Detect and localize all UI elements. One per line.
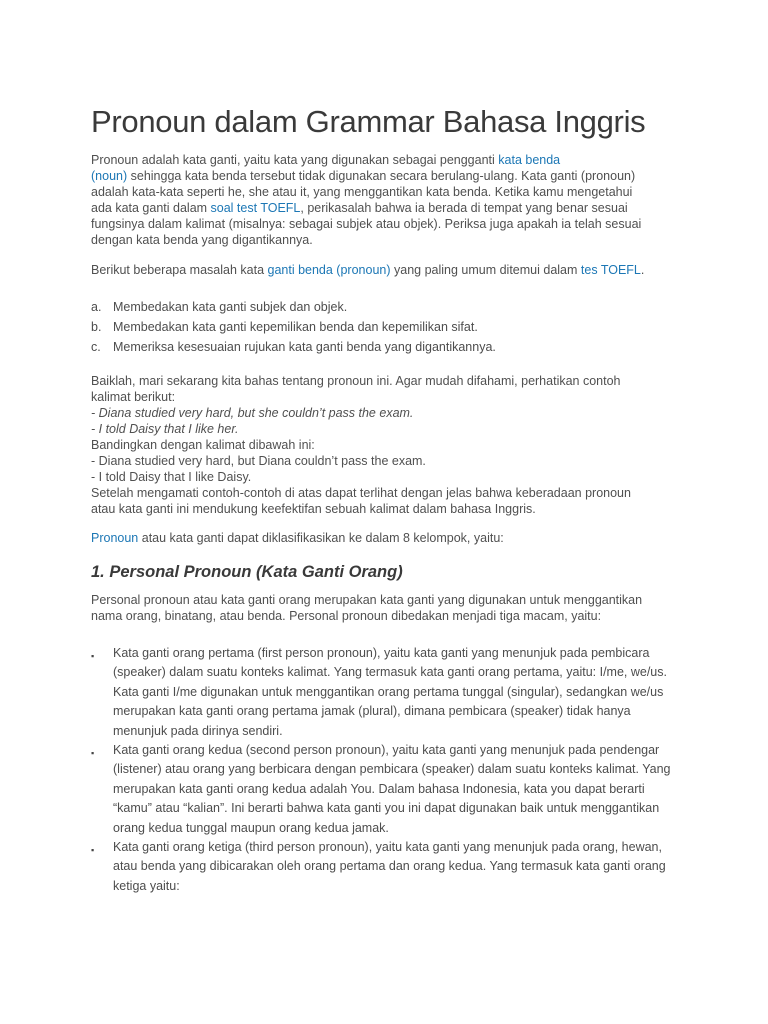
link-soal-test-toefl[interactable]: soal test TOEFL bbox=[210, 201, 301, 215]
list-item-text: Memeriksa kesesuaian rujukan kata ganti benda yang digantikannya. bbox=[113, 340, 496, 354]
masalah-text: . bbox=[640, 263, 645, 277]
list-item bbox=[91, 644, 679, 741]
examples-text: atau kata ganti ini mendukung keefektifan sebuah kalimat dalam bahasa Inggris. bbox=[91, 502, 536, 516]
masalah-text: yang paling umum ditemui dalam bbox=[390, 263, 581, 277]
examples-text: Baiklah, mari sekarang kita bahas tentang pronoun ini. Agar mudah difahami, perhatikan contoh bbox=[91, 374, 621, 388]
list-marker: a. bbox=[91, 300, 102, 314]
classify-paragraph bbox=[91, 530, 504, 546]
examples-paragraph bbox=[91, 373, 631, 517]
bullet-marker: ▪ bbox=[91, 651, 95, 661]
link-kata-benda[interactable]: kata benda bbox=[498, 153, 561, 167]
bullet-marker: ▪ bbox=[91, 748, 95, 759]
intro-paragraph bbox=[91, 152, 641, 248]
intro-text: ada kata ganti dalam bbox=[91, 201, 211, 215]
list-item bbox=[91, 299, 496, 319]
link-pronoun[interactable]: Pronoun bbox=[91, 531, 139, 545]
examples-text: Setelah mengamati contoh-contoh di atas dapat terlihat dengan jelas bahwa keberadaan pronoun bbox=[91, 486, 631, 500]
examples-text: Bandingkan dengan kalimat dibawah ini: bbox=[91, 438, 315, 452]
link-tes-toefl[interactable]: tes TOEFL bbox=[580, 263, 641, 277]
example-sentence: - I told Daisy that I like Daisy. bbox=[91, 470, 252, 484]
example-sentence: - I told Daisy that I like her. bbox=[91, 422, 239, 436]
problem-list bbox=[91, 299, 496, 359]
example-sentence: - Diana studied very hard, but she couldn’t pass the exam. bbox=[91, 406, 414, 420]
section-heading: 1. Personal Pronoun (Kata Ganti Orang) bbox=[91, 563, 403, 581]
link-ganti-benda[interactable]: ganti benda (pronoun) bbox=[267, 263, 391, 277]
link-noun[interactable]: (noun) bbox=[91, 169, 128, 183]
masalah-text: Berikut beberapa masalah kata bbox=[91, 263, 268, 277]
intro-text: adalah kata-kata seperti he, she atau it, yang menggantikan kata benda. Ketika kamu mengetahui bbox=[91, 185, 633, 199]
examples-text: kalimat berikut: bbox=[91, 390, 176, 404]
intro-text: Pronoun adalah kata ganti, yaitu kata yang digunakan sebagai pengganti bbox=[91, 153, 499, 167]
list-item bbox=[91, 339, 496, 359]
list-item-text: Membedakan kata ganti kepemilikan benda dan kepemilikan sifat. bbox=[113, 320, 478, 334]
intro-text: , perikasalah bahwa ia berada di tempat yang benar sesuai bbox=[300, 201, 628, 215]
list-item-text: Kata ganti orang pertama (first person pronoun), yaitu kata ganti yang menunjuk pada pembicara (speaker) dalam suatu konteks kalimat. Yang termasuk kata ganti orang pertama, yaitu: I/me, we/us. Kata ganti I/me digunakan untuk menggantikan orang pertama tunggal (singular), sedangkan we/us merupakan kata ganti orang pertama jamak (plural), dimana pembicara (speaker) tidak hanya menunjuk pada dirinya sendiri. bbox=[113, 646, 667, 738]
list-item-text: Kata ganti orang kedua (second person pronoun), yaitu kata ganti yang menunjuk pada pendengar (listener) atau orang yang berbicara dengan pembicara (speaker) dalam suatu konteks kalimat. Yang merupakan kata ganti orang kedua adalah You. Dalam bahasa Indonesia, kata you dapat berarti “kamu” atau “kalian”. Ini berarti bahwa kata ganti you ini dapat digunakan baik untuk menggantikan orang kedua tunggal maupun orang kedua jamak. bbox=[113, 743, 671, 835]
pronoun-bullet-list bbox=[91, 644, 679, 896]
classify-text: atau kata ganti dapat diklasifikasikan ke dalam 8 kelompok, yaitu: bbox=[138, 531, 504, 545]
bullet-marker: ▪ bbox=[91, 845, 95, 856]
example-sentence: - Diana studied very hard, but Diana couldn’t pass the exam. bbox=[91, 454, 426, 468]
intro-text: fungsinya dalam kalimat (misalnya: sebagai subjek atau objek). Periksa juga apakah ia telah sesuai bbox=[91, 217, 642, 231]
section-paragraph bbox=[91, 592, 642, 624]
intro-text: dengan kata benda yang digantikannya. bbox=[91, 233, 313, 247]
list-item-text: Membedakan kata ganti subjek dan objek. bbox=[113, 300, 348, 314]
section-text: nama orang, binatang, atau benda. Personal pronoun dibedakan menjadi tiga macam, yaitu: bbox=[91, 609, 602, 623]
intro-text: sehingga kata benda tersebut tidak digunakan secara berulang-ulang. Kata ganti (pronoun) bbox=[127, 169, 636, 183]
list-item-text: Kata ganti orang ketiga (third person pronoun), yaitu kata ganti yang menunjuk pada orang, hewan, atau benda yang dibicarakan oleh orang pertama dan orang kedua. Yang termasuk kata ganti orang ketiga yaitu: bbox=[113, 840, 666, 893]
list-marker: c. bbox=[91, 340, 101, 354]
list-item bbox=[91, 319, 496, 339]
masalah-paragraph bbox=[91, 262, 644, 278]
section-text: Personal pronoun atau kata ganti orang merupakan kata ganti yang digunakan untuk menggantikan bbox=[91, 593, 643, 607]
list-item bbox=[91, 741, 679, 838]
list-item bbox=[91, 838, 679, 896]
list-marker: b. bbox=[91, 320, 102, 334]
page-title: Pronoun dalam Grammar Bahasa Inggris bbox=[91, 104, 646, 139]
